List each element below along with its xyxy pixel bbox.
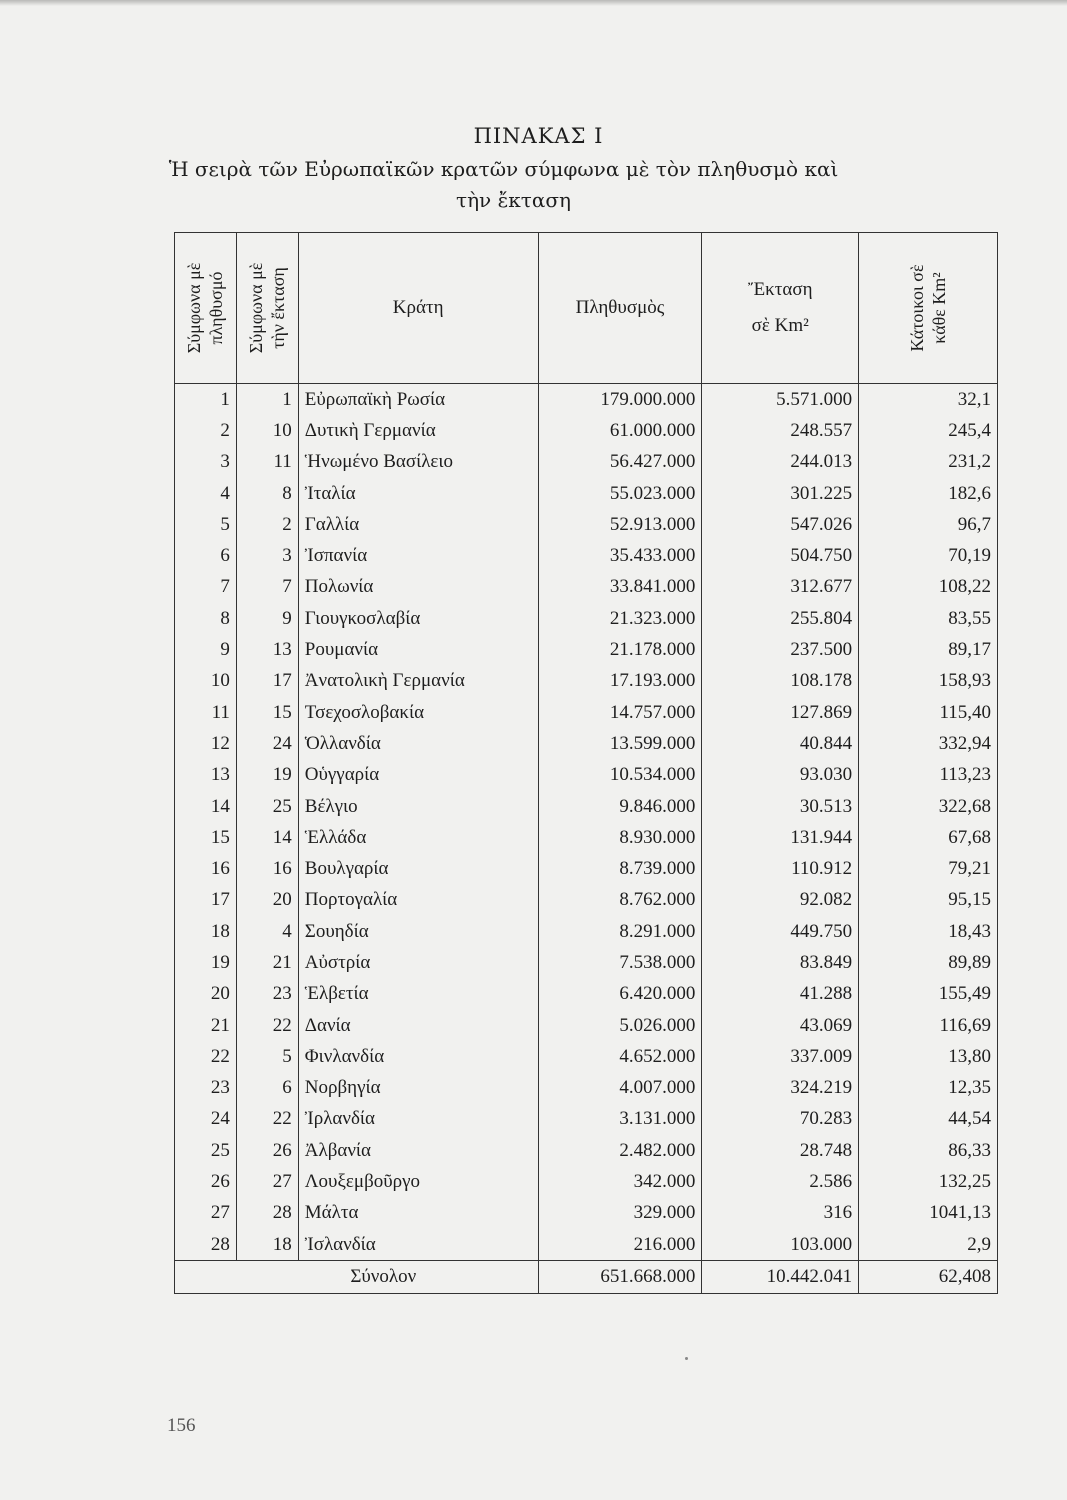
area-cell: 30.513	[702, 791, 859, 822]
rank-area-cell: 14	[236, 822, 298, 853]
area-cell: 41.288	[702, 979, 859, 1010]
state-name-cell: Ἰσπανία	[298, 540, 538, 571]
table-row	[175, 1198, 998, 1229]
table-title: ΠΙΝΑΚΑΣ I	[473, 124, 604, 148]
state-name-cell: Γιουγκοσλαβία	[298, 603, 538, 634]
rank-population-cell: 21	[175, 1010, 237, 1041]
rank-population-cell: 22	[175, 1041, 237, 1072]
population-cell: 56.427.000	[538, 447, 702, 478]
rank-population-cell: 14	[175, 791, 237, 822]
density-cell: 108,22	[859, 572, 998, 603]
total-density: 62,408	[859, 1261, 998, 1294]
rank-area-cell: 8	[236, 478, 298, 509]
population-cell: 3.131.000	[538, 1104, 702, 1135]
paper-speck	[685, 1357, 688, 1360]
area-cell: 127.869	[702, 697, 859, 728]
header-rank-population-line-2: πληθυσμό	[206, 271, 227, 345]
population-cell: 5.026.000	[538, 1010, 702, 1041]
state-name-cell: Ἑλβετία	[298, 979, 538, 1010]
rank-population-cell: 9	[175, 634, 237, 665]
population-cell: 10.534.000	[538, 760, 702, 791]
table-row	[175, 509, 998, 540]
rank-area-cell: 6	[236, 1073, 298, 1104]
area-cell: 324.219	[702, 1073, 859, 1104]
population-cell: 33.841.000	[538, 572, 702, 603]
page-edge	[0, 0, 1067, 6]
rank-area-cell: 26	[236, 1135, 298, 1166]
density-cell: 113,23	[859, 760, 998, 791]
population-cell: 4.652.000	[538, 1041, 702, 1072]
table-row	[175, 447, 998, 478]
rank-area-cell: 22	[236, 1010, 298, 1041]
state-name-cell: Νορβηγία	[298, 1073, 538, 1104]
rank-population-cell: 25	[175, 1135, 237, 1166]
population-cell: 13.599.000	[538, 728, 702, 759]
density-cell: 96,7	[859, 509, 998, 540]
state-name-cell: Φινλανδία	[298, 1041, 538, 1072]
table-row	[175, 666, 998, 697]
subtitle-line-1: Ἡ σειρὰ τῶν Εὐρωπαϊκῶν κρατῶν σύμφωνα μὲ τὸν πληθυσμὸ καὶ	[168, 157, 839, 181]
rank-population-cell: 28	[175, 1229, 237, 1261]
table-row	[175, 1010, 998, 1041]
area-cell: 92.082	[702, 885, 859, 916]
population-cell: 8.739.000	[538, 853, 702, 884]
table-row	[175, 916, 998, 947]
density-cell: 32,1	[859, 384, 998, 416]
rank-area-cell: 24	[236, 728, 298, 759]
population-cell: 35.433.000	[538, 540, 702, 571]
population-cell: 52.913.000	[538, 509, 702, 540]
state-name-cell: Ὁλλανδία	[298, 728, 538, 759]
state-name-cell: Ρουμανία	[298, 634, 538, 665]
header-rank-area	[236, 233, 298, 384]
population-cell: 329.000	[538, 1198, 702, 1229]
rank-population-cell: 18	[175, 916, 237, 947]
header-row	[175, 233, 998, 384]
density-cell: 70,19	[859, 540, 998, 571]
rank-area-cell: 5	[236, 1041, 298, 1072]
total-population: 651.668.000	[538, 1261, 702, 1294]
area-cell: 110.912	[702, 853, 859, 884]
population-cell: 2.482.000	[538, 1135, 702, 1166]
rank-population-cell: 19	[175, 947, 237, 978]
table-row	[175, 634, 998, 665]
density-cell: 67,68	[859, 822, 998, 853]
state-name-cell: Βέλγιο	[298, 791, 538, 822]
rank-area-cell: 9	[236, 603, 298, 634]
area-cell: 83.849	[702, 947, 859, 978]
table-row	[175, 1073, 998, 1104]
table-row	[175, 603, 998, 634]
table-row	[175, 760, 998, 791]
density-cell: 18,43	[859, 916, 998, 947]
rank-area-cell: 17	[236, 666, 298, 697]
table-row	[175, 885, 998, 916]
state-name-cell: Λουξεμβοῦργο	[298, 1166, 538, 1197]
state-name-cell: Ἀνατολικὴ Γερμανία	[298, 666, 538, 697]
rank-population-cell: 16	[175, 853, 237, 884]
population-cell: 9.846.000	[538, 791, 702, 822]
population-cell: 14.757.000	[538, 697, 702, 728]
state-name-cell: Βουλγαρία	[298, 853, 538, 884]
rank-area-cell: 10	[236, 415, 298, 446]
population-cell: 342.000	[538, 1166, 702, 1197]
rank-population-cell: 2	[175, 415, 237, 446]
area-cell: 40.844	[702, 728, 859, 759]
density-cell: 89,89	[859, 947, 998, 978]
population-cell: 21.178.000	[538, 634, 702, 665]
rank-area-cell: 7	[236, 572, 298, 603]
rank-area-cell: 22	[236, 1104, 298, 1135]
area-cell: 108.178	[702, 666, 859, 697]
rank-population-cell: 7	[175, 572, 237, 603]
state-name-cell: Αὐστρία	[298, 947, 538, 978]
population-cell: 216.000	[538, 1229, 702, 1261]
rank-population-cell: 20	[175, 979, 237, 1010]
area-cell: 301.225	[702, 478, 859, 509]
population-cell: 61.000.000	[538, 415, 702, 446]
state-name-cell: Σουηδία	[298, 916, 538, 947]
rank-population-cell: 15	[175, 822, 237, 853]
rank-area-cell: 25	[236, 791, 298, 822]
rank-area-cell: 19	[236, 760, 298, 791]
header-rank-area-line-2: τὴν ἔκταση	[268, 267, 289, 349]
rank-population-cell: 11	[175, 697, 237, 728]
density-cell: 245,4	[859, 415, 998, 446]
density-cell: 79,21	[859, 853, 998, 884]
density-cell: 116,69	[859, 1010, 998, 1041]
area-cell: 312.677	[702, 572, 859, 603]
density-cell: 89,17	[859, 634, 998, 665]
rank-population-cell: 17	[175, 885, 237, 916]
rank-area-cell: 13	[236, 634, 298, 665]
rank-population-cell: 26	[175, 1166, 237, 1197]
header-rank-population-line-1: Σύμφωνα μὲ	[184, 262, 205, 354]
header-area	[702, 233, 859, 384]
density-cell: 12,35	[859, 1073, 998, 1104]
rank-population-cell: 3	[175, 447, 237, 478]
density-cell: 132,25	[859, 1166, 998, 1197]
rank-population-cell: 12	[175, 728, 237, 759]
density-cell: 95,15	[859, 885, 998, 916]
state-name-cell: Δυτικὴ Γερμανία	[298, 415, 538, 446]
population-cell: 8.762.000	[538, 885, 702, 916]
density-cell: 231,2	[859, 447, 998, 478]
area-cell: 43.069	[702, 1010, 859, 1041]
density-cell: 44,54	[859, 1104, 998, 1135]
total-area: 10.442.041	[702, 1261, 859, 1294]
total-row	[175, 1261, 998, 1294]
state-name-cell: Οὑγγαρία	[298, 760, 538, 791]
rank-area-cell: 3	[236, 540, 298, 571]
rank-population-cell: 10	[175, 666, 237, 697]
state-name-cell: Πορτογαλία	[298, 885, 538, 916]
table-row	[175, 540, 998, 571]
rank-area-cell: 27	[236, 1166, 298, 1197]
density-cell: 2,9	[859, 1229, 998, 1261]
states-table	[174, 232, 998, 1294]
table-row	[175, 415, 998, 446]
area-cell: 2.586	[702, 1166, 859, 1197]
density-cell: 83,55	[859, 603, 998, 634]
density-cell: 158,93	[859, 666, 998, 697]
table-row	[175, 728, 998, 759]
header-area-line-1: Ἔκταση	[747, 279, 813, 300]
area-cell: 449.750	[702, 916, 859, 947]
table-subtitle	[0, 154, 1067, 216]
rank-area-cell: 20	[236, 885, 298, 916]
table-row	[175, 791, 998, 822]
rank-population-cell: 4	[175, 478, 237, 509]
area-cell: 248.557	[702, 415, 859, 446]
population-cell: 8.291.000	[538, 916, 702, 947]
population-cell: 4.007.000	[538, 1073, 702, 1104]
rank-population-cell: 13	[175, 760, 237, 791]
rank-area-cell: 11	[236, 447, 298, 478]
table-row	[175, 1135, 998, 1166]
population-cell: 7.538.000	[538, 947, 702, 978]
rank-population-cell: 8	[175, 603, 237, 634]
state-name-cell: Ἰταλία	[298, 478, 538, 509]
state-name-cell: Τσεχοσλοβακία	[298, 697, 538, 728]
table-row	[175, 478, 998, 509]
rank-population-cell: 23	[175, 1073, 237, 1104]
header-area-line-2: σὲ Km²	[751, 315, 809, 336]
population-cell: 21.323.000	[538, 603, 702, 634]
table-row	[175, 697, 998, 728]
header-rank-area-line-1: Σύμφωνα μὲ	[246, 262, 267, 354]
area-cell: 316	[702, 1198, 859, 1229]
population-cell: 55.023.000	[538, 478, 702, 509]
area-cell: 337.009	[702, 1041, 859, 1072]
table-row	[175, 1166, 998, 1197]
table-row	[175, 853, 998, 884]
area-cell: 547.026	[702, 509, 859, 540]
state-name-cell: Ἰρλανδία	[298, 1104, 538, 1135]
density-cell: 1041,13	[859, 1198, 998, 1229]
density-cell: 155,49	[859, 979, 998, 1010]
title-block	[0, 124, 1067, 216]
population-cell: 179.000.000	[538, 384, 702, 416]
rank-area-cell: 1	[236, 384, 298, 416]
table-row	[175, 947, 998, 978]
state-name-cell: Ἑλλάδα	[298, 822, 538, 853]
rank-area-cell: 15	[236, 697, 298, 728]
density-cell: 332,94	[859, 728, 998, 759]
population-cell: 8.930.000	[538, 822, 702, 853]
area-cell: 244.013	[702, 447, 859, 478]
rank-population-cell: 27	[175, 1198, 237, 1229]
area-cell: 237.500	[702, 634, 859, 665]
header-population: Πληθυσμὸς	[538, 233, 702, 384]
rank-population-cell: 5	[175, 509, 237, 540]
rank-area-cell: 2	[236, 509, 298, 540]
density-cell: 13,80	[859, 1041, 998, 1072]
header-rank-population	[175, 233, 237, 384]
area-cell: 28.748	[702, 1135, 859, 1166]
area-cell: 5.571.000	[702, 384, 859, 416]
total-label: Σύνολον	[175, 1261, 539, 1294]
subtitle-line-2: τὴν ἔκταση	[456, 188, 571, 212]
density-cell: 86,33	[859, 1135, 998, 1166]
table-row	[175, 1041, 998, 1072]
rank-population-cell: 24	[175, 1104, 237, 1135]
rank-population-cell: 1	[175, 384, 237, 416]
density-cell: 115,40	[859, 697, 998, 728]
density-cell: 182,6	[859, 478, 998, 509]
population-cell: 6.420.000	[538, 979, 702, 1010]
rank-area-cell: 16	[236, 853, 298, 884]
state-name-cell: Ἰσλανδία	[298, 1229, 538, 1261]
table-row	[175, 822, 998, 853]
header-density-line-2: κάθε Km²	[929, 272, 950, 344]
state-name-cell: Δανία	[298, 1010, 538, 1041]
page-number: 156	[167, 1415, 196, 1436]
area-cell: 255.804	[702, 603, 859, 634]
area-cell: 70.283	[702, 1104, 859, 1135]
header-density	[859, 233, 998, 384]
rank-area-cell: 4	[236, 916, 298, 947]
header-state: Κράτη	[298, 233, 538, 384]
state-name-cell: Πολωνία	[298, 572, 538, 603]
area-cell: 131.944	[702, 822, 859, 853]
table-row	[175, 572, 998, 603]
area-cell: 504.750	[702, 540, 859, 571]
density-cell: 322,68	[859, 791, 998, 822]
state-name-cell: Ἀλβανία	[298, 1135, 538, 1166]
table-row	[175, 384, 998, 416]
rank-area-cell: 21	[236, 947, 298, 978]
rank-area-cell: 28	[236, 1198, 298, 1229]
state-name-cell: Εὐρωπαϊκὴ Ρωσία	[298, 384, 538, 416]
state-name-cell: Γαλλία	[298, 509, 538, 540]
rank-area-cell: 18	[236, 1229, 298, 1261]
rank-area-cell: 23	[236, 979, 298, 1010]
population-cell: 17.193.000	[538, 666, 702, 697]
table-row	[175, 1229, 998, 1261]
table-row	[175, 979, 998, 1010]
state-name-cell: Ἡνωμένο Βασίλειο	[298, 447, 538, 478]
area-cell: 103.000	[702, 1229, 859, 1261]
rank-population-cell: 6	[175, 540, 237, 571]
header-density-line-1: Κάτοικοι σὲ	[907, 264, 928, 352]
state-name-cell: Μάλτα	[298, 1198, 538, 1229]
area-cell: 93.030	[702, 760, 859, 791]
table-row	[175, 1104, 998, 1135]
